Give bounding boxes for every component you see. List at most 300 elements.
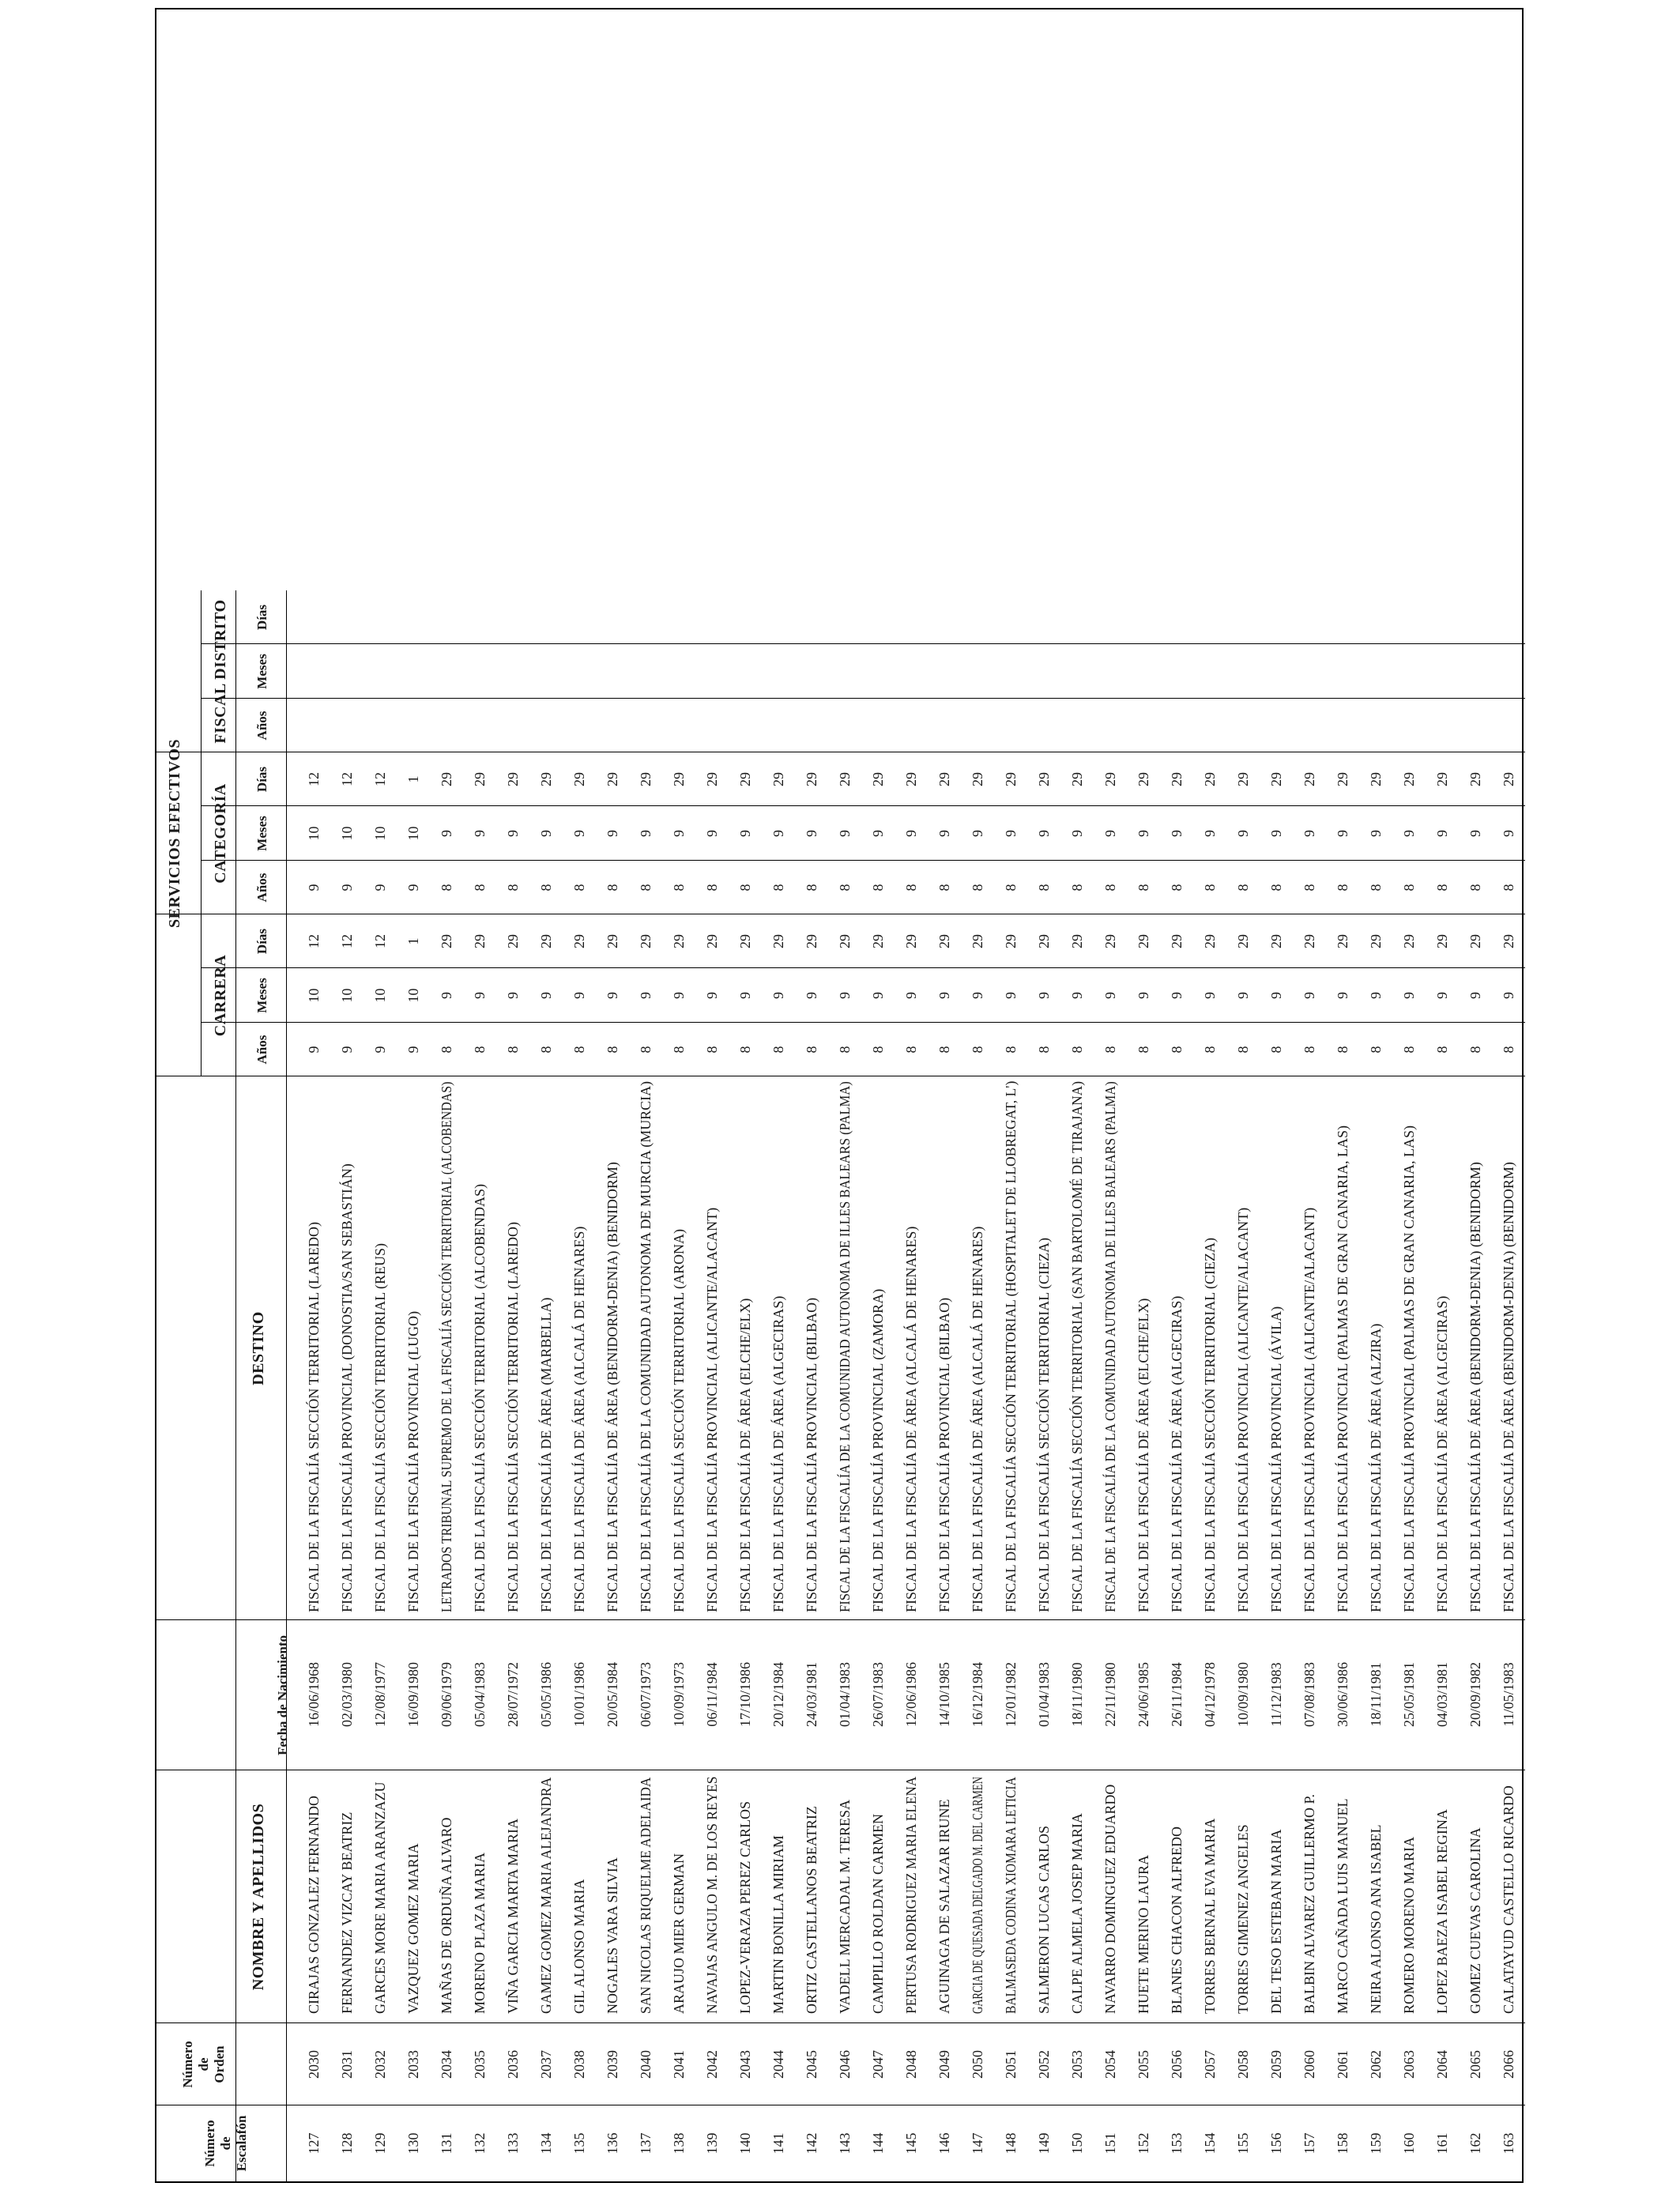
nombre-cell: GARCES MORE MARIA ARANZAZU <box>372 1781 388 2014</box>
carrera-anos-cell: 8 <box>704 1046 720 1054</box>
carrera-meses-cell: 9 <box>571 992 587 999</box>
table-row <box>1359 6 1392 2181</box>
fecha-nacimiento-cell: 16/09/1980 <box>405 1662 421 1728</box>
carrera-anos-cell: 8 <box>571 1046 587 1054</box>
destino-cell: FISCAL DE LA FISCALÍA PROVINCIAL (DONOSTIA/SAN SEBASTIÁN) <box>339 1163 355 1612</box>
categoria-meses-cell: 9 <box>1102 830 1118 837</box>
carrera-meses-cell: 9 <box>1401 992 1417 999</box>
nombre-cell: MAÑAS DE ORDUÑA ALVARO <box>439 1817 454 2014</box>
nombre-cell: GARCIA DE QUESADA DELGADO M. DEL CARMEN <box>970 1777 985 2014</box>
destino-cell: FISCAL DE LA FISCALÍA DE ÁREA (ALGECIRAS) <box>770 1295 786 1612</box>
carrera-anos-cell: 8 <box>1202 1046 1218 1054</box>
header-carrera-dias: Días <box>254 928 269 955</box>
nombre-cell: CALATAYUD CASTELLO RICARDO <box>1501 1785 1516 2014</box>
carrera-dias-cell: 29 <box>1102 934 1118 948</box>
numero-orden-cell: 2036 <box>505 2050 521 2079</box>
nombre-cell: AGUINAGA DE SALAZAR IRUNE <box>936 1799 952 2014</box>
fecha-nacimiento-cell: 01/04/1983 <box>837 1662 853 1728</box>
nombre-cell: BALBIN ALVAREZ GUILLERMO P. <box>1301 1793 1317 2014</box>
nombre-cell: VAZQUEZ GOMEZ MARIA <box>405 1843 421 2014</box>
destino-cell: FISCAL DE LA FISCALÍA SECCIÓN TERRITORIAL (CIEZA) <box>1036 1237 1052 1612</box>
categoria-dias-cell: 29 <box>1202 772 1218 786</box>
categoria-meses-cell: 9 <box>1335 830 1350 837</box>
numero-escalafon-cell: 148 <box>1003 2132 1019 2154</box>
categoria-anos-cell: 8 <box>837 884 853 892</box>
carrera-anos-cell: 8 <box>1036 1046 1052 1054</box>
table-row <box>895 6 928 2181</box>
categoria-dias-cell: 29 <box>1434 772 1450 786</box>
carrera-anos-cell: 8 <box>1136 1046 1151 1054</box>
categoria-meses-cell: 9 <box>671 830 687 837</box>
carrera-dias-cell: 29 <box>970 934 985 948</box>
numero-escalafon-cell: 154 <box>1202 2132 1218 2154</box>
categoria-anos-cell: 8 <box>1069 884 1085 892</box>
table-row <box>828 6 861 2181</box>
carrera-meses-cell: 9 <box>870 992 886 999</box>
destino-cell: FISCAL DE LA FISCALÍA DE ÁREA (ALZIRA) <box>1368 1323 1384 1612</box>
categoria-dias-cell: 29 <box>671 772 687 786</box>
numero-escalafon-cell: 142 <box>804 2132 819 2154</box>
carrera-dias-cell: 29 <box>1401 934 1417 948</box>
categoria-meses-cell: 9 <box>870 830 886 837</box>
fecha-nacimiento-cell: 18/11/1981 <box>1368 1662 1384 1727</box>
carrera-anos-cell: 9 <box>339 1046 355 1054</box>
categoria-meses-cell: 9 <box>1136 830 1151 837</box>
nombre-cell: CIRAJAS GONZALEZ FERNANDO <box>306 1795 322 2014</box>
table-row <box>363 6 397 2181</box>
fecha-nacimiento-cell: 14/10/1985 <box>936 1662 952 1728</box>
categoria-dias-cell: 29 <box>837 772 853 786</box>
carrera-dias-cell: 29 <box>837 934 853 948</box>
header-fecha: Fecha de Nacimiento <box>275 1634 290 1756</box>
categoria-meses-cell: 10 <box>372 826 388 841</box>
table-row <box>1426 6 1459 2181</box>
carrera-dias-cell: 29 <box>638 934 654 948</box>
carrera-anos-cell: 8 <box>1401 1046 1417 1054</box>
table-row <box>1127 6 1160 2181</box>
carrera-dias-cell: 29 <box>936 934 952 948</box>
carrera-dias-cell: 29 <box>903 934 919 948</box>
fecha-nacimiento-cell: 10/09/1973 <box>671 1662 687 1728</box>
categoria-anos-cell: 8 <box>1335 884 1350 892</box>
categoria-meses-cell: 10 <box>306 826 322 841</box>
categoria-dias-cell: 29 <box>1102 772 1118 786</box>
categoria-dias-cell: 29 <box>538 772 554 786</box>
numero-escalafon-cell: 133 <box>505 2132 521 2154</box>
nombre-cell: LOPEZ-VERAZA PEREZ CARLOS <box>737 1800 753 2014</box>
carrera-anos-cell: 8 <box>472 1046 488 1054</box>
fecha-nacimiento-cell: 10/09/1980 <box>1235 1662 1251 1728</box>
categoria-anos-cell: 9 <box>405 884 421 892</box>
carrera-meses-cell: 9 <box>1268 992 1284 999</box>
categoria-meses-cell: 9 <box>1368 830 1384 837</box>
destino-cell: FISCAL DE LA FISCALÍA SECCIÓN TERRITORIAL (SAN BARTOLOMÉ DE TIRAJANA) <box>1069 1080 1085 1612</box>
carrera-dias-cell: 29 <box>1301 934 1317 948</box>
categoria-anos-cell: 8 <box>936 884 952 892</box>
numero-orden-cell: 2030 <box>306 2050 322 2079</box>
categoria-dias-cell: 1 <box>405 775 421 783</box>
categoria-anos-cell: 8 <box>1036 884 1052 892</box>
carrera-meses-cell: 9 <box>638 992 654 999</box>
carrera-dias-cell: 29 <box>1268 934 1284 948</box>
carrera-meses-cell: 9 <box>1467 992 1483 999</box>
fecha-nacimiento-cell: 25/05/1981 <box>1401 1662 1417 1728</box>
carrera-anos-cell: 8 <box>1467 1046 1483 1054</box>
table-row <box>463 6 496 2181</box>
nombre-cell: MARTIN BONILLA MIRIAM <box>770 1835 786 2014</box>
header-categoria: CATEGORÍA <box>212 783 229 884</box>
carrera-meses-cell: 9 <box>704 992 720 999</box>
carrera-meses-cell: 9 <box>1003 992 1019 999</box>
categoria-dias-cell: 29 <box>1069 772 1085 786</box>
carrera-meses-cell: 10 <box>306 988 322 1003</box>
categoria-anos-cell: 8 <box>870 884 886 892</box>
categoria-anos-cell: 8 <box>538 884 554 892</box>
table-row <box>1094 6 1127 2181</box>
numero-orden-cell: 2051 <box>1003 2050 1019 2079</box>
numero-escalafon-cell: 150 <box>1069 2132 1085 2154</box>
destino-cell: FISCAL DE LA FISCALÍA PROVINCIAL (LUGO) <box>405 1310 421 1612</box>
carrera-dias-cell: 29 <box>571 934 587 948</box>
numero-orden-cell: 2046 <box>837 2050 853 2079</box>
destino-cell: FISCAL DE LA FISCALÍA DE ÁREA (ALCALÁ DE HENARES) <box>903 1226 919 1612</box>
categoria-dias-cell: 29 <box>1501 772 1516 786</box>
destino-cell: FISCAL DE LA FISCALÍA PROVINCIAL (PALMAS DE GRAN CANARIA, LAS) <box>1401 1125 1417 1612</box>
fecha-nacimiento-cell: 20/05/1984 <box>605 1662 620 1728</box>
destino-cell: FISCAL DE LA FISCALÍA DE ÁREA (ALGECIRAS) <box>1434 1295 1450 1612</box>
carrera-anos-cell: 8 <box>638 1046 654 1054</box>
fecha-nacimiento-cell: 01/04/1983 <box>1036 1662 1052 1728</box>
categoria-dias-cell: 29 <box>1268 772 1284 786</box>
numero-escalafon-cell: 140 <box>737 2132 753 2154</box>
categoria-dias-cell: 29 <box>505 772 521 786</box>
table-row <box>430 6 463 2181</box>
table-row <box>1260 6 1293 2181</box>
fecha-nacimiento-cell: 02/03/1980 <box>339 1662 355 1728</box>
categoria-dias-cell: 29 <box>804 772 819 786</box>
numero-orden-cell: 2052 <box>1036 2050 1052 2079</box>
categoria-anos-cell: 8 <box>1003 884 1019 892</box>
table-row <box>563 6 596 2181</box>
categoria-dias-cell: 29 <box>571 772 587 786</box>
header-categoria-dias: Días <box>254 766 269 793</box>
categoria-meses-cell: 9 <box>1301 830 1317 837</box>
carrera-dias-cell: 29 <box>1501 934 1516 948</box>
nombre-cell: NAVARRO DOMINGUEZ EDUARDO <box>1102 1784 1118 2014</box>
carrera-dias-cell: 29 <box>804 934 819 948</box>
categoria-meses-cell: 9 <box>1467 830 1483 837</box>
numero-orden-cell: 2061 <box>1335 2050 1350 2079</box>
carrera-anos-cell: 8 <box>1368 1046 1384 1054</box>
numero-escalafon-cell: 151 <box>1102 2132 1118 2154</box>
numero-escalafon-cell: 143 <box>837 2132 853 2154</box>
fecha-nacimiento-cell: 12/08/1977 <box>372 1662 388 1728</box>
carrera-anos-cell: 8 <box>439 1046 454 1054</box>
numero-escalafon-cell: 160 <box>1401 2132 1417 2154</box>
categoria-anos-cell: 8 <box>505 884 521 892</box>
carrera-dias-cell: 29 <box>1434 934 1450 948</box>
categoria-dias-cell: 29 <box>737 772 753 786</box>
fecha-nacimiento-cell: 06/11/1984 <box>704 1662 720 1727</box>
categoria-dias-cell: 29 <box>1136 772 1151 786</box>
numero-orden-cell: 2031 <box>339 2050 355 2079</box>
numero-escalafon-cell: 156 <box>1268 2132 1284 2154</box>
carrera-meses-cell: 9 <box>472 992 488 999</box>
nombre-cell: ROMERO MORENO MARIA <box>1401 1836 1417 2014</box>
numero-orden-cell: 2049 <box>936 2050 952 2079</box>
header-fiscal-distrito: FISCAL DISTRITO <box>212 599 229 744</box>
numero-orden-cell: 2058 <box>1235 2050 1251 2079</box>
categoria-dias-cell: 29 <box>1169 772 1185 786</box>
table-row <box>629 6 662 2181</box>
carrera-meses-cell: 9 <box>837 992 853 999</box>
destino-cell: LETRADOS TRIBUNAL SUPREMO DE LA FISCALÍA SECCIÓN TERRITORIAL (ALCOBENDAS) <box>439 1081 454 1612</box>
header-numero-orden: Número de Orden <box>180 2041 227 2088</box>
numero-escalafon-cell: 144 <box>870 2132 886 2154</box>
nombre-cell: ARAUJO MIER GERMAN <box>671 1853 687 2014</box>
carrera-dias-cell: 29 <box>472 934 488 948</box>
numero-orden-cell: 2066 <box>1501 2050 1516 2079</box>
numero-escalafon-cell: 159 <box>1368 2132 1384 2154</box>
table-row <box>695 6 729 2181</box>
table-row <box>330 6 363 2181</box>
header-nombre: NOMBRE Y APELLIDOS <box>250 1803 267 1991</box>
categoria-meses-cell: 9 <box>704 830 720 837</box>
numero-orden-cell: 2033 <box>405 2050 421 2079</box>
categoria-dias-cell: 29 <box>770 772 786 786</box>
numero-orden-cell: 2037 <box>538 2050 554 2079</box>
numero-orden-cell: 2040 <box>638 2050 654 2079</box>
table-row <box>596 6 629 2181</box>
categoria-anos-cell: 8 <box>439 884 454 892</box>
carrera-meses-cell: 9 <box>903 992 919 999</box>
categoria-meses-cell: 9 <box>1169 830 1185 837</box>
nombre-cell: VADELL MERCADAL M. TERESA <box>837 1799 853 2014</box>
header-carrera-anos: Años <box>254 1035 269 1065</box>
categoria-meses-cell: 9 <box>472 830 488 837</box>
destino-cell: FISCAL DE LA FISCALÍA SECCIÓN TERRITORIAL (LAREDO) <box>505 1221 521 1612</box>
categoria-meses-cell: 10 <box>405 826 421 841</box>
destino-cell: FISCAL DE LA FISCALÍA SECCIÓN TERRITORIAL (LAREDO) <box>306 1221 322 1612</box>
fecha-nacimiento-cell: 17/10/1986 <box>737 1662 753 1728</box>
carrera-dias-cell: 12 <box>372 934 388 948</box>
numero-orden-cell: 2034 <box>439 2050 454 2079</box>
nombre-cell: GIL ALONSO MARIA <box>571 1879 587 2014</box>
carrera-dias-cell: 12 <box>306 934 322 948</box>
carrera-anos-cell: 8 <box>737 1046 753 1054</box>
categoria-dias-cell: 29 <box>472 772 488 786</box>
categoria-dias-cell: 29 <box>1467 772 1483 786</box>
carrera-anos-cell: 8 <box>671 1046 687 1054</box>
carrera-dias-cell: 29 <box>605 934 620 948</box>
destino-cell: FISCAL DE LA FISCALÍA PROVINCIAL (ÁVILA) <box>1268 1306 1284 1612</box>
categoria-meses-cell: 10 <box>339 826 355 841</box>
carrera-dias-cell: 29 <box>704 934 720 948</box>
table-row <box>1027 6 1060 2181</box>
carrera-meses-cell: 9 <box>1434 992 1450 999</box>
numero-escalafon-cell: 135 <box>571 2132 587 2154</box>
carrera-anos-cell: 8 <box>1069 1046 1085 1054</box>
table-row <box>994 6 1027 2181</box>
categoria-dias-cell: 29 <box>970 772 985 786</box>
table-row <box>1193 6 1226 2181</box>
categoria-anos-cell: 8 <box>1102 884 1118 892</box>
carrera-dias-cell: 29 <box>1036 934 1052 948</box>
categoria-meses-cell: 9 <box>1003 830 1019 837</box>
categoria-anos-cell: 8 <box>1169 884 1185 892</box>
categoria-anos-cell: 8 <box>571 884 587 892</box>
table-row <box>1392 6 1426 2181</box>
fecha-nacimiento-cell: 30/06/1986 <box>1335 1662 1350 1728</box>
table-row <box>496 6 529 2181</box>
numero-escalafon-cell: 145 <box>903 2132 919 2154</box>
nombre-cell: PERTUSA RODRIGUEZ MARIA ELENA <box>903 1776 919 2014</box>
categoria-dias-cell: 29 <box>1368 772 1384 786</box>
numero-escalafon-cell: 153 <box>1169 2132 1185 2154</box>
destino-cell: FISCAL DE LA FISCALÍA DE ÁREA (BENIDORM-DENIA) (BENIDORM) <box>605 1162 620 1612</box>
numero-escalafon-cell: 152 <box>1136 2132 1151 2154</box>
header-fiscal-dias: Días <box>254 604 269 631</box>
carrera-anos-cell: 8 <box>804 1046 819 1054</box>
numero-escalafon-cell: 163 <box>1501 2132 1516 2154</box>
carrera-meses-cell: 9 <box>1368 992 1384 999</box>
categoria-dias-cell: 29 <box>1335 772 1350 786</box>
carrera-meses-cell: 10 <box>405 988 421 1003</box>
carrera-meses-cell: 9 <box>1169 992 1185 999</box>
categoria-meses-cell: 9 <box>1235 830 1251 837</box>
carrera-meses-cell: 10 <box>339 988 355 1003</box>
carrera-dias-cell: 12 <box>339 934 355 948</box>
table-row <box>1492 6 1525 2181</box>
nombre-cell: DEL TESO ESTEBAN MARIA <box>1268 1829 1284 2014</box>
categoria-dias-cell: 29 <box>903 772 919 786</box>
categoria-meses-cell: 9 <box>770 830 786 837</box>
categoria-anos-cell: 8 <box>970 884 985 892</box>
carrera-dias-cell: 29 <box>1235 934 1251 948</box>
numero-escalafon-cell: 146 <box>936 2132 952 2154</box>
carrera-anos-cell: 8 <box>1501 1046 1516 1054</box>
nombre-cell: NAVAJAS ANGULO M. DE LOS REYES <box>704 1776 720 2014</box>
carrera-dias-cell: 29 <box>1003 934 1019 948</box>
destino-cell: FISCAL DE LA FISCALÍA SECCIÓN TERRITORIAL (ARONA) <box>671 1228 687 1612</box>
table-row <box>795 6 828 2181</box>
table-row <box>961 6 994 2181</box>
nombre-cell: TORRES BERNAL EVA MARIA <box>1202 1818 1218 2014</box>
categoria-dias-cell: 12 <box>306 772 322 786</box>
carrera-meses-cell: 9 <box>1335 992 1350 999</box>
carrera-meses-cell: 9 <box>671 992 687 999</box>
carrera-dias-cell: 29 <box>439 934 454 948</box>
categoria-dias-cell: 29 <box>1235 772 1251 786</box>
carrera-meses-cell: 9 <box>538 992 554 999</box>
categoria-anos-cell: 8 <box>472 884 488 892</box>
carrera-meses-cell: 9 <box>605 992 620 999</box>
categoria-anos-cell: 9 <box>306 884 322 892</box>
categoria-meses-cell: 9 <box>1268 830 1284 837</box>
nombre-cell: GAMEZ GOMEZ MARIA ALEJANDRA <box>538 1777 554 2014</box>
fecha-nacimiento-cell: 04/12/1978 <box>1202 1662 1218 1728</box>
fecha-nacimiento-cell: 22/11/1980 <box>1102 1662 1118 1727</box>
categoria-meses-cell: 9 <box>936 830 952 837</box>
categoria-anos-cell: 8 <box>1202 884 1218 892</box>
numero-orden-cell: 2032 <box>372 2050 388 2079</box>
numero-orden-cell: 2064 <box>1434 2050 1450 2079</box>
header-destino: DESTINO <box>250 1311 267 1385</box>
table-row <box>297 6 330 2181</box>
categoria-meses-cell: 9 <box>1036 830 1052 837</box>
categoria-anos-cell: 8 <box>1368 884 1384 892</box>
destino-cell: FISCAL DE LA FISCALÍA DE ÁREA (ALCALÁ DE HENARES) <box>571 1226 587 1612</box>
carrera-anos-cell: 8 <box>538 1046 554 1054</box>
categoria-anos-cell: 9 <box>339 884 355 892</box>
numero-escalafon-cell: 136 <box>605 2132 620 2154</box>
carrera-dias-cell: 29 <box>1202 934 1218 948</box>
table-row <box>1293 6 1326 2181</box>
categoria-dias-cell: 29 <box>638 772 654 786</box>
destino-cell: FISCAL DE LA FISCALÍA SECCIÓN TERRITORIAL (ALCOBENDAS) <box>472 1183 488 1612</box>
carrera-anos-cell: 8 <box>1003 1046 1019 1054</box>
carrera-anos-cell: 8 <box>1235 1046 1251 1054</box>
carrera-dias-cell: 29 <box>1335 934 1350 948</box>
carrera-dias-cell: 29 <box>870 934 886 948</box>
categoria-dias-cell: 29 <box>1003 772 1019 786</box>
carrera-anos-cell: 8 <box>505 1046 521 1054</box>
numero-escalafon-cell: 130 <box>405 2132 421 2154</box>
carrera-anos-cell: 9 <box>372 1046 388 1054</box>
numero-escalafon-cell: 127 <box>306 2132 322 2154</box>
fecha-nacimiento-cell: 11/05/1983 <box>1501 1662 1516 1727</box>
carrera-meses-cell: 9 <box>1202 992 1218 999</box>
fecha-nacimiento-cell: 24/06/1985 <box>1136 1662 1151 1728</box>
destino-cell: FISCAL DE LA FISCALÍA DE ÁREA (BENIDORM-DENIA) (BENIDORM) <box>1467 1162 1483 1612</box>
carrera-anos-cell: 8 <box>970 1046 985 1054</box>
categoria-dias-cell: 29 <box>439 772 454 786</box>
header-fiscal-meses: Meses <box>254 654 269 689</box>
carrera-dias-cell: 1 <box>405 937 421 945</box>
destino-cell: FISCAL DE LA FISCALÍA SECCIÓN TERRITORIAL (CIEZA) <box>1202 1237 1218 1612</box>
fecha-nacimiento-cell: 07/08/1983 <box>1301 1662 1317 1728</box>
categoria-dias-cell: 29 <box>936 772 952 786</box>
categoria-meses-cell: 9 <box>1069 830 1085 837</box>
numero-escalafon-cell: 139 <box>704 2132 720 2154</box>
categoria-meses-cell: 9 <box>1202 830 1218 837</box>
categoria-anos-cell: 8 <box>1301 884 1317 892</box>
nombre-cell: VIÑA GARCIA MARTA MARIA <box>505 1819 521 2014</box>
carrera-dias-cell: 29 <box>737 934 753 948</box>
categoria-meses-cell: 9 <box>605 830 620 837</box>
nombre-cell: MORENO PLAZA MARIA <box>472 1852 488 2014</box>
nombre-cell: SALMERON LUCAS CARLOS <box>1036 1825 1052 2014</box>
numero-orden-cell: 2035 <box>472 2050 488 2079</box>
numero-orden-cell: 2057 <box>1202 2050 1218 2079</box>
destino-cell: FISCAL DE LA FISCALÍA SECCIÓN TERRITORIAL (REUS) <box>372 1242 388 1612</box>
numero-orden-cell: 2060 <box>1301 2050 1317 2079</box>
categoria-meses-cell: 9 <box>1501 830 1516 837</box>
nombre-cell: BLANES CHACON ALFREDO <box>1169 1826 1185 2014</box>
nombre-cell: NOGALES VARA SILVIA <box>605 1857 620 2014</box>
table-row <box>397 6 430 2181</box>
carrera-meses-cell: 9 <box>1102 992 1118 999</box>
carrera-dias-cell: 29 <box>671 934 687 948</box>
destino-cell: FISCAL DE LA FISCALÍA PROVINCIAL (PALMAS DE GRAN CANARIA, LAS) <box>1335 1125 1350 1612</box>
numero-orden-cell: 2045 <box>804 2050 819 2079</box>
numero-escalafon-cell: 149 <box>1036 2132 1052 2154</box>
categoria-anos-cell: 8 <box>1467 884 1483 892</box>
categoria-meses-cell: 9 <box>1401 830 1417 837</box>
categoria-meses-cell: 9 <box>505 830 521 837</box>
carrera-meses-cell: 9 <box>1301 992 1317 999</box>
carrera-anos-cell: 8 <box>870 1046 886 1054</box>
